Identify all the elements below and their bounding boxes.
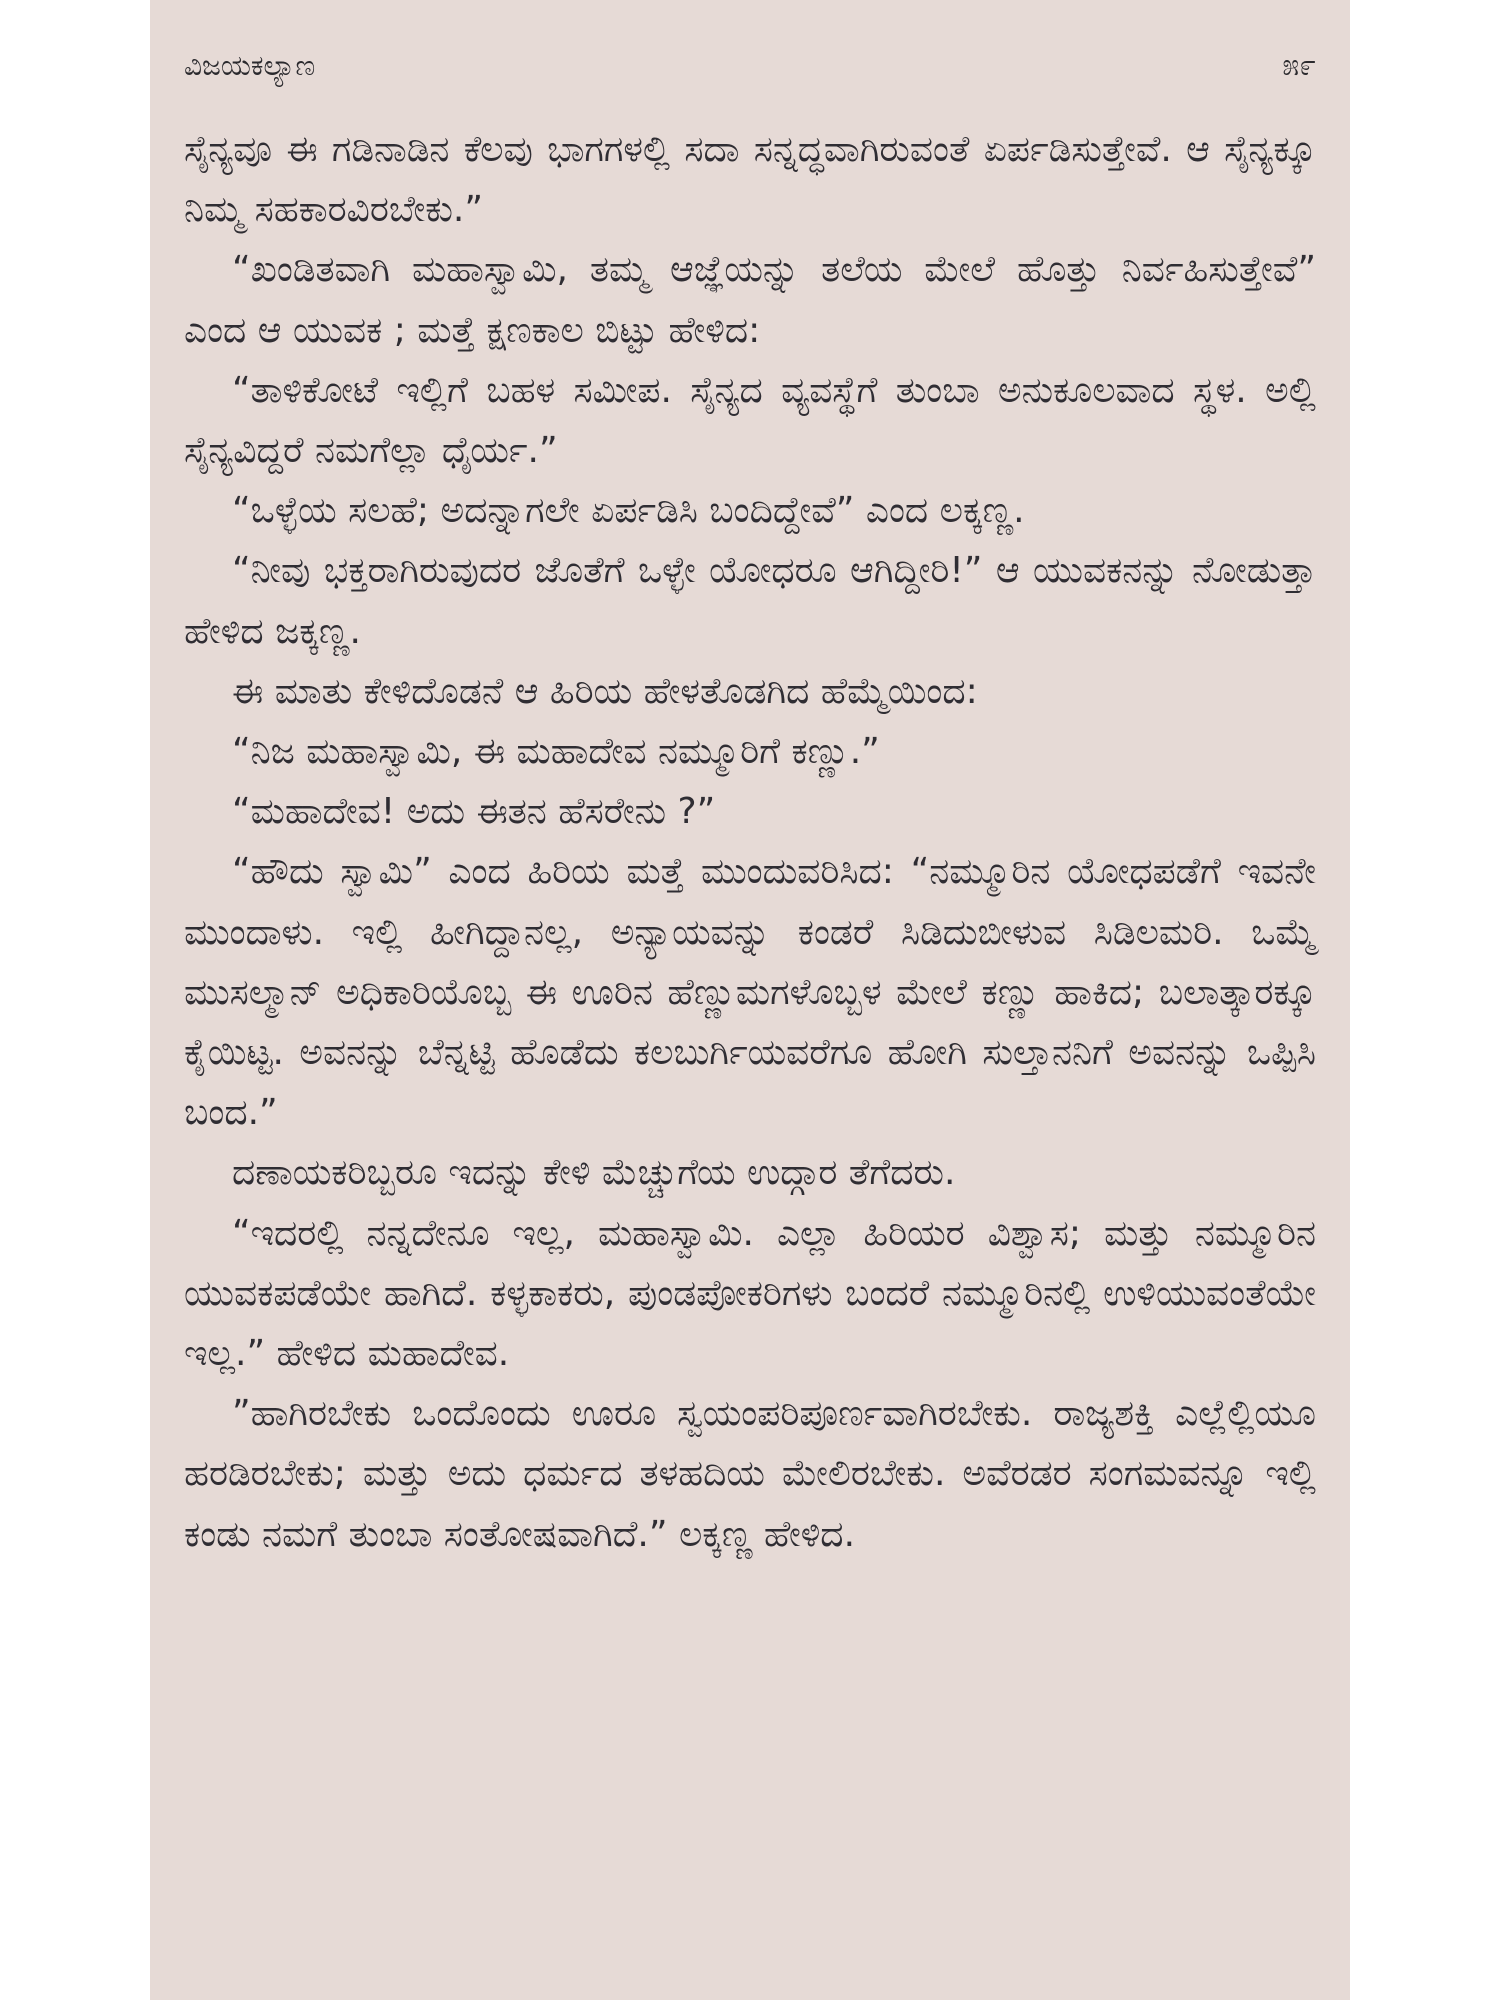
- page-number: ೫೯: [1282, 48, 1316, 83]
- paragraph-10: ದಣಾಯಕರಿಬ್ಬರೂ ಇದನ್ನು ಕೇಳಿ ಮೆಚ್ಚುಗೆಯ ಉದ್ಗಾರ ತೆಗೆದರು.: [232, 1152, 956, 1194]
- paragraph-2: “ಖಂಡಿತವಾಗಿ ಮಹಾಸ್ವಾಮಿ, ತಮ್ಮ ಆಜ್ಞೆಯನ್ನು ತಲೆಯ ಮೇಲೆ ಹೊತ್ತು ನಿರ್ವಹಿಸುತ್ತೇವೆ” ಎಂದ ಆ ಯುವಕ ; ಮತ್ತೆ ಕ್ಷಣಕಾಲ ಬಿಟ್ಟು ಹೇಳಿದ:: [184, 249, 1316, 351]
- paragraph-12: ”ಹಾಗಿರಬೇಕು ಒಂದೊಂದು ಊರೂ ಸ್ವಯಂಪರಿಪೂರ್ಣವಾಗಿರಬೇಕು. ರಾಜ್ಯಶಕ್ತಿ ಎಲ್ಲೆಲ್ಲಿಯೂ ಹರಡಿರಬೇಕು; ಮತ್ತು ಅದು ಧರ್ಮದ ತಳಹದಿಯ ಮೇಲಿರಬೇಕು. ಅವೆರಡರ ಸಂಗಮವನ್ನೂ ಇಲ್ಲಿ ಕಂಡು ನಮಗೆ ತುಂಬಾ ಸಂತೋಷವಾಗಿದೆ.” ಲಕ್ಕಣ್ಣ ಹೇಳಿದ.: [184, 1393, 1316, 1555]
- paragraph-7: “ನಿಜ ಮಹಾಸ್ವಾಮಿ, ಈ ಮಹಾದೇವ ನಮ್ಮೂರಿಗೆ ಕಣ್ಣು.”: [232, 731, 880, 773]
- running-header: [184, 48, 1316, 100]
- paragraph-5: “ನೀವು ಭಕ್ತರಾಗಿರುವುದರ ಜೊತೆಗೆ ಒಳ್ಳೇ ಯೋಧರೂ ಆಗಿದ್ದೀರಿ!” ಆ ಯುವಕನನ್ನು ನೋಡುತ್ತಾ ಹೇಳಿದ ಜಕ್ಕಣ್ಣ.: [184, 550, 1316, 652]
- paragraph-11: “ಇದರಲ್ಲಿ ನನ್ನದೇನೂ ಇಲ್ಲ, ಮಹಾಸ್ವಾಮಿ. ಎಲ್ಲಾ ಹಿರಿಯರ ವಿಶ್ವಾಸ; ಮತ್ತು ನಮ್ಮೂರಿನ ಯುವಕಪಡೆಯೇ ಹಾಗಿದೆ. ಕಳ್ಳಕಾಕರು, ಪುಂಡಪೋಕರಿಗಳು ಬಂದರೆ ನಮ್ಮೂರಿನಲ್ಲಿ ಉಳಿಯುವಂತೆಯೇ ಇಲ್ಲ.” ಹೇಳಿದ ಮಹಾದೇವ.: [184, 1212, 1316, 1375]
- paragraph-1: ಸೈನ್ಯವೂ ಈ ಗಡಿನಾಡಿನ ಕೆಲವು ಭಾಗಗಳಲ್ಲಿ ಸದಾ ಸನ್ನದ್ಧವಾಗಿರುವಂತೆ ಏರ್ಪಡಿಸುತ್ತೇವೆ. ಆ ಸೈನ್ಯಕ್ಕೂ ನಿಮ್ಮ ಸಹಕಾರವಿರಬೇಕು.”: [184, 129, 1316, 231]
- paragraph-6: ಈ ಮಾತು ಕೇಳಿದೊಡನೆ ಆ ಹಿರಿಯ ಹೇಳತೊಡಗಿದ ಹೆಮ್ಮೆಯಿಂದ:: [232, 670, 978, 712]
- book-title: ವಿಜಯಕಲ್ಯಾಣ: [184, 49, 316, 82]
- paragraph-8: “ಮಹಾದೇವ! ಅದು ಈತನ ಹೆಸರೇನು ?”: [232, 791, 716, 833]
- paragraph-4: “ಒಳ್ಳೆಯ ಸಲಹೆ; ಅದನ್ನಾಗಲೇ ಏರ್ಪಡಿಸಿ ಬಂದಿದ್ದೇವೆ” ಎಂದ ಲಕ್ಕಣ್ಣ.: [232, 490, 1025, 532]
- page-body: [184, 120, 1316, 1565]
- book-page: [150, 0, 1350, 2000]
- paragraph-9: “ಹೌದು ಸ್ವಾಮಿ” ಎಂದ ಹಿರಿಯ ಮತ್ತೆ ಮುಂದುವರಿಸಿದ: “ನಮ್ಮೂರಿನ ಯೋಧಪಡೆಗೆ ಇವನೇ ಮುಂದಾಳು. ಇಲ್ಲಿ ಹೀಗಿದ್ದಾನಲ್ಲ, ಅನ್ಯಾಯವನ್ನು ಕಂಡರೆ ಸಿಡಿದುಬೀಳುವ ಸಿಡಿಲಮರಿ. ಒಮ್ಮೆ ಮುಸಲ್ಮಾನ್ ಅಧಿಕಾರಿಯೊಬ್ಬ ಈ ಊರಿನ ಹೆಣ್ಣುಮಗಳೊಬ್ಬಳ ಮೇಲೆ ಕಣ್ಣು ಹಾಕಿದ; ಬಲಾತ್ಕಾರಕ್ಕೂ ಕೈಯಿಟ್ಟ. ಅವನನ್ನು ಬೆನ್ನಟ್ಟಿ ಹೊಡೆದು ಕಲಬುರ್ಗಿಯವರೆಗೂ ಹೋಗಿ ಸುಲ್ತಾನನಿಗೆ ಅವನನ್ನು ಒಪ್ಪಿಸಿ ಬಂದ.”: [184, 851, 1316, 1134]
- paragraph-3: “ತಾಳಿಕೋಟೆ ಇಲ್ಲಿಗೆ ಬಹಳ ಸಮೀಪ. ಸೈನ್ಯದ ವ್ಯವಸ್ಥೆಗೆ ತುಂಬಾ ಅನುಕೂಲವಾದ ಸ್ಥಳ. ಅಲ್ಲಿ ಸೈನ್ಯವಿದ್ದರೆ ನಮಗೆಲ್ಲಾ ಧೈರ್ಯ.”: [184, 369, 1316, 472]
